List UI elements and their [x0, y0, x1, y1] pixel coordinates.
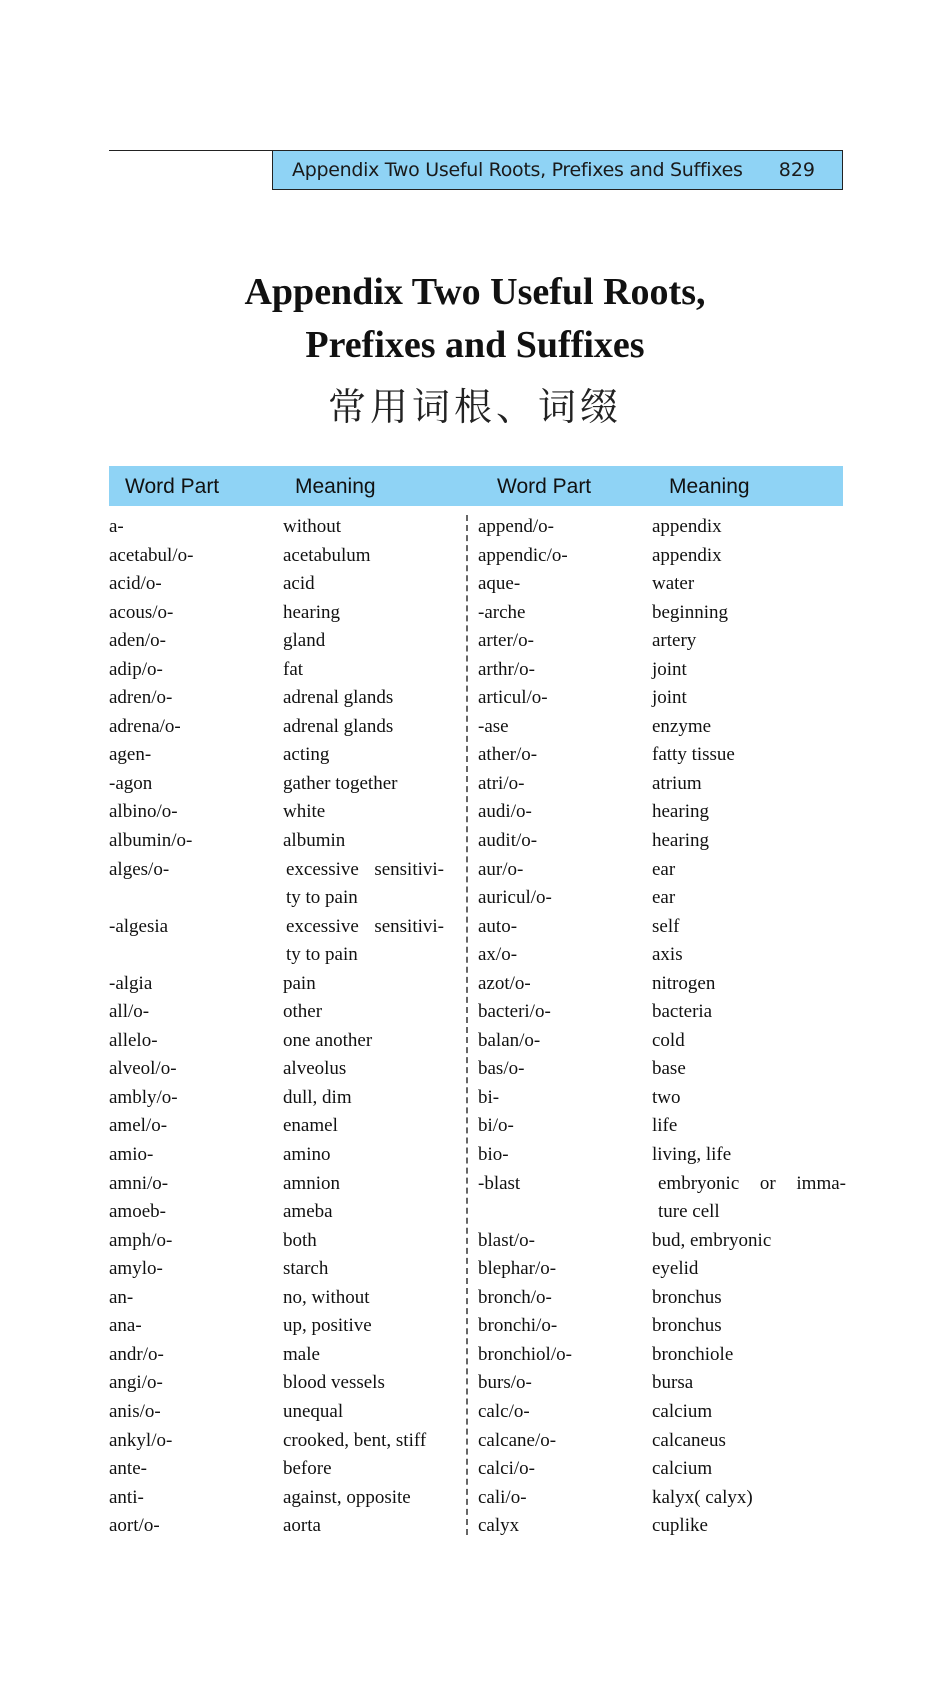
word-part: all/o- — [109, 1001, 150, 1023]
word-part: bronchiol/o- — [478, 1343, 572, 1365]
meaning: joint — [652, 658, 687, 680]
word-part: andr/o- — [109, 1343, 164, 1365]
word-part: -blast — [478, 1172, 521, 1194]
word-part: amel/o- — [109, 1115, 168, 1137]
meaning: dull, dim — [283, 1086, 352, 1108]
meaning: ture cell — [658, 1201, 720, 1223]
word-part: amph/o- — [109, 1229, 173, 1251]
meaning: hearing — [283, 601, 340, 623]
column-header-word-part: Word Part — [125, 475, 220, 498]
word-part: bi- — [478, 1086, 500, 1108]
meaning: pain — [283, 972, 316, 994]
meaning: ty to pain — [286, 944, 358, 966]
meaning: hearing — [652, 801, 709, 823]
meaning: one another — [283, 1029, 373, 1051]
word-part: balan/o- — [478, 1029, 541, 1051]
meaning: joint — [652, 687, 687, 709]
word-part: cali/o- — [478, 1486, 527, 1508]
meaning: ear — [652, 858, 676, 880]
word-part: azot/o- — [478, 972, 531, 994]
meaning: excessive sensitivi- — [286, 915, 444, 937]
meaning: acetabulum — [283, 544, 371, 566]
meaning: living, life — [652, 1144, 732, 1166]
meaning: acting — [283, 744, 330, 766]
meaning: other — [283, 1001, 323, 1023]
appendix-title-line-2: Prefixes and Suffixes — [305, 324, 645, 366]
column-header-word-part: Word Part — [497, 475, 592, 498]
word-part: allelo- — [109, 1029, 158, 1051]
word-part: adren/o- — [109, 687, 173, 709]
word-part: acid/o- — [109, 573, 162, 595]
word-part — [109, 941, 193, 970]
right-word-part-column — [478, 513, 572, 1541]
meaning: before — [283, 1458, 332, 1480]
meaning: water — [652, 573, 695, 595]
meaning: self — [652, 915, 680, 937]
word-part: calcane/o- — [478, 1429, 557, 1451]
meaning: unequal — [283, 1400, 344, 1422]
meaning: calcaneus — [652, 1429, 726, 1451]
word-part: aur/o- — [478, 858, 524, 880]
word-part: blast/o- — [478, 1229, 535, 1251]
page-number: 829 — [778, 159, 815, 181]
meaning: bronchus — [652, 1286, 722, 1308]
word-part: append/o- — [478, 516, 554, 537]
left-word-part-column — [109, 513, 193, 1541]
word-part: burs/o- — [478, 1372, 532, 1394]
meaning: amnion — [283, 1172, 340, 1194]
word-part: ambly/o- — [109, 1086, 178, 1108]
word-part: bronchi/o- — [478, 1315, 558, 1337]
column-header-meaning: Meaning — [669, 475, 750, 498]
meaning: against, opposite — [283, 1486, 411, 1508]
meaning: white — [283, 801, 326, 823]
word-part: atri/o- — [478, 772, 525, 794]
meaning: appendix — [652, 516, 722, 537]
meaning: calcium — [652, 1458, 713, 1480]
meaning: albumin — [283, 830, 346, 852]
meaning: adrenal glands — [283, 687, 394, 709]
word-part: an- — [109, 1286, 134, 1308]
left-meaning-column — [283, 513, 444, 1541]
word-part — [478, 1198, 572, 1227]
meaning: aorta — [283, 1515, 321, 1537]
word-part: adip/o- — [109, 658, 163, 680]
word-part: aort/o- — [109, 1515, 160, 1537]
word-part: calc/o- — [478, 1400, 530, 1422]
running-header — [272, 150, 843, 190]
meaning: adrenal glands — [283, 715, 394, 737]
word-part: arthr/o- — [478, 658, 535, 680]
meaning: gland — [283, 630, 326, 652]
word-part: arter/o- — [478, 630, 534, 652]
word-part: bronch/o- — [478, 1286, 552, 1308]
word-part: blephar/o- — [478, 1258, 557, 1280]
word-part: aden/o- — [109, 630, 166, 652]
column-divider — [466, 515, 468, 1535]
appendix-title-chinese: 常用词根、词缀 — [327, 385, 622, 429]
meaning: crooked, bent, stiff — [283, 1429, 427, 1451]
meaning: starch — [283, 1258, 329, 1280]
appendix-title-line-1: Appendix Two Useful Roots, — [244, 271, 706, 313]
word-part: agen- — [109, 744, 152, 766]
meaning: axis — [652, 944, 683, 966]
word-part: -algesia — [109, 915, 169, 937]
meaning: bursa — [652, 1372, 694, 1394]
word-part: auricul/o- — [478, 887, 552, 909]
meaning: beginning — [652, 601, 728, 623]
word-part: appendic/o- — [478, 544, 568, 566]
word-part: albino/o- — [109, 801, 178, 823]
word-part: acous/o- — [109, 601, 174, 623]
word-part: amni/o- — [109, 1172, 169, 1194]
meaning: no, without — [283, 1286, 370, 1308]
meaning: gather together — [283, 772, 398, 794]
meaning: amino — [283, 1144, 331, 1166]
table-header — [109, 466, 843, 506]
word-part: calci/o- — [478, 1458, 535, 1480]
word-part: ante- — [109, 1458, 147, 1480]
word-part: auto- — [478, 915, 518, 937]
word-part: aque- — [478, 573, 521, 595]
meaning: excessive sensitivi- — [286, 858, 444, 880]
word-part: -arche — [478, 601, 526, 623]
meaning: ameba — [283, 1201, 333, 1223]
meaning: bronchiole — [652, 1343, 734, 1365]
meaning: cuplike — [652, 1515, 708, 1537]
meaning: embryonic or imma- — [658, 1172, 846, 1194]
meaning: fatty tissue — [652, 744, 735, 766]
word-part: amio- — [109, 1144, 154, 1166]
meaning: bud, embryonic — [652, 1229, 772, 1251]
meaning: both — [283, 1229, 317, 1251]
meaning: eyelid — [652, 1258, 699, 1280]
word-part: a- — [109, 516, 124, 537]
word-part: anis/o- — [109, 1400, 161, 1422]
word-part: ankyl/o- — [109, 1429, 173, 1451]
word-part: amoeb- — [109, 1201, 166, 1223]
meaning: enamel — [283, 1115, 338, 1137]
meaning: bronchus — [652, 1315, 722, 1337]
meaning: acid — [283, 573, 315, 595]
meaning: ear — [652, 887, 676, 909]
meaning: blood vessels — [283, 1372, 385, 1394]
word-part: alveol/o- — [109, 1058, 177, 1080]
column-header-meaning: Meaning — [295, 475, 376, 498]
meaning: fat — [283, 658, 304, 680]
word-part: anti- — [109, 1486, 144, 1508]
meaning: two — [652, 1086, 681, 1108]
meaning: bacteria — [652, 1001, 713, 1023]
meaning: up, positive — [283, 1315, 372, 1337]
meaning: without — [283, 516, 342, 537]
word-part: -algia — [109, 972, 153, 994]
meaning: atrium — [652, 772, 702, 794]
word-part: adrena/o- — [109, 715, 181, 737]
word-part: amylo- — [109, 1258, 163, 1280]
meaning: calcium — [652, 1400, 713, 1422]
meaning: artery — [652, 630, 697, 652]
meaning: ty to pain — [286, 887, 358, 909]
meaning: kalyx( calyx) — [652, 1486, 753, 1508]
meaning: enzyme — [652, 715, 712, 737]
word-part: bi/o- — [478, 1115, 514, 1137]
meaning: nitrogen — [652, 972, 716, 994]
word-part: albumin/o- — [109, 830, 193, 852]
meaning: appendix — [652, 544, 722, 566]
header-title: Appendix Two Useful Roots, Prefixes and Suffixes — [292, 159, 743, 181]
word-part: bas/o- — [478, 1058, 525, 1080]
word-part: ax/o- — [478, 944, 518, 966]
word-part: articul/o- — [478, 687, 548, 709]
meaning: alveolus — [283, 1058, 347, 1080]
word-part: -agon — [109, 772, 153, 794]
word-part: audi/o- — [478, 801, 532, 823]
meaning: life — [652, 1115, 678, 1137]
word-part — [109, 884, 193, 913]
meaning: male — [283, 1343, 320, 1365]
word-part: -ase — [478, 715, 509, 737]
word-part: ather/o- — [478, 744, 538, 766]
right-meaning-column — [652, 513, 846, 1541]
word-part: calyx — [478, 1515, 520, 1537]
word-part: alges/o- — [109, 858, 170, 880]
word-part: acetabul/o- — [109, 544, 194, 566]
word-part: angi/o- — [109, 1372, 163, 1394]
word-part: bio- — [478, 1144, 509, 1166]
meaning: hearing — [652, 830, 709, 852]
header-rule — [109, 150, 273, 151]
word-part: ana- — [109, 1315, 142, 1337]
meaning: cold — [652, 1029, 685, 1051]
word-part: audit/o- — [478, 830, 538, 852]
word-part: bacteri/o- — [478, 1001, 551, 1023]
meaning: base — [652, 1058, 686, 1080]
